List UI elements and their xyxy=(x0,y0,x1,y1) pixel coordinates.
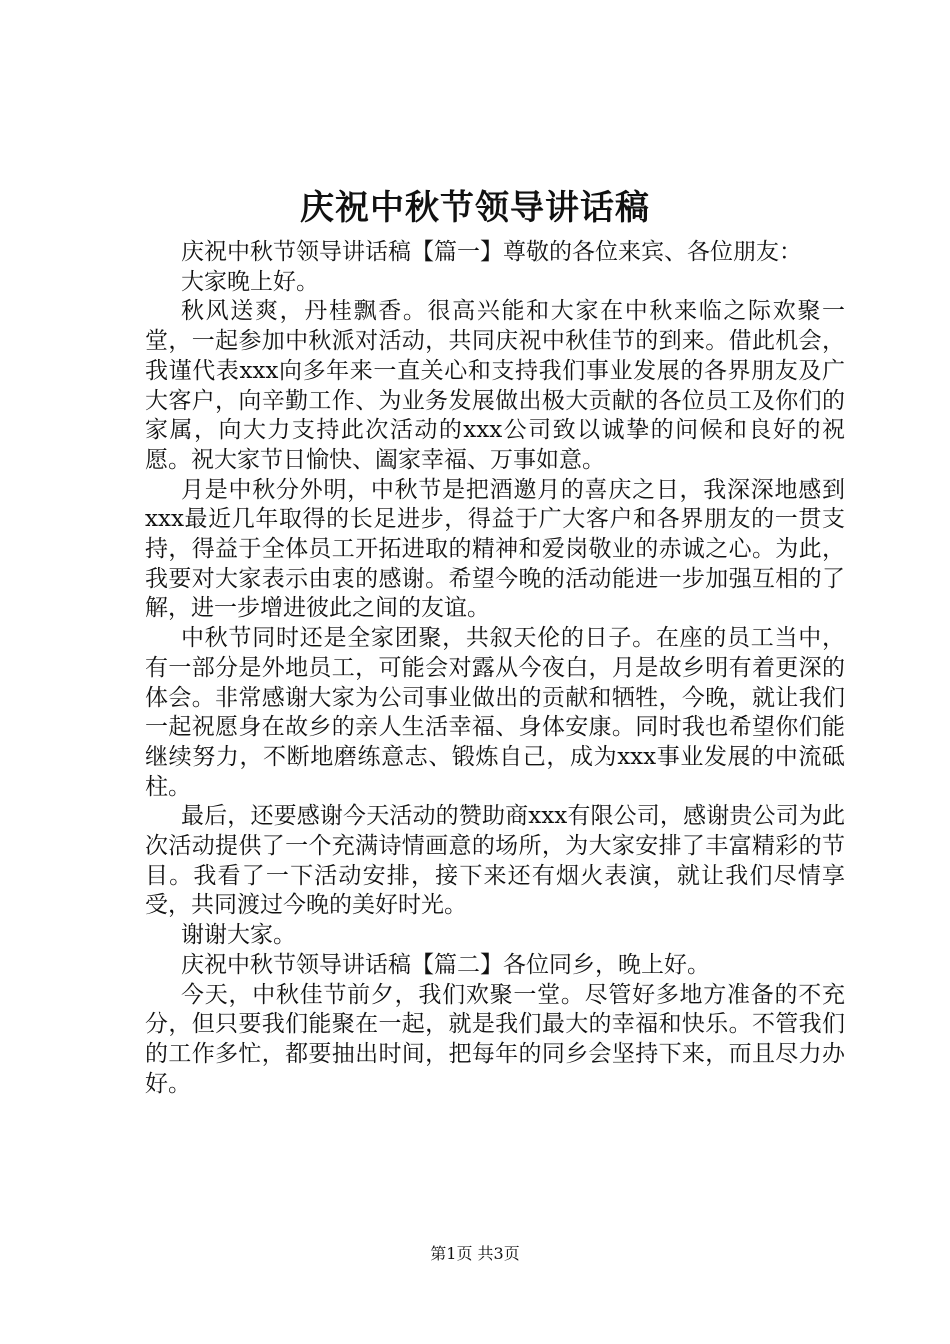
paragraph-opening: 秋风送爽，丹桂飘香。很高兴能和大家在中秋来临之际欢聚一堂，一起参加中秋派对活动，共同庆祝中秋佳节的到来。借此机会，我谨代表xxx向多年来一直关心和支持我们事业发展的各界朋友及广大客户，向辛勤工作、为业务发展做出极大贡献的各位员工及你们的家属，向大力支持此次活动的xxx公司致以诚挚的问候和良好的祝愿。祝大家节日愉快、阖家幸福、万事如意。 xyxy=(145,298,845,473)
document-title: 庆祝中秋节领导讲话稿 xyxy=(300,188,650,228)
paragraph-part-two-heading: 庆祝中秋节领导讲话稿【篇二】各位同乡，晚上好。 xyxy=(181,951,710,978)
paragraph-salutation: 大家晚上好。 xyxy=(181,268,319,295)
paragraph-closing: 最后，还要感谢今天活动的赞助商xxx有限公司，感谢贵公司为此次活动提供了一个充满诗情画意的场所，为大家安排了丰富精彩的节目。我看了一下活动安排，接下来还有烟火表演，就让我们尽情享受，共同渡过今晚的美好时光。 xyxy=(145,803,845,919)
paragraph-greeting: 庆祝中秋节领导讲话稿【篇一】尊敬的各位来宾、各位朋友： xyxy=(181,239,802,265)
paragraph-reunion: 中秋节同时还是全家团聚，共叙天伦的日子。在座的员工当中，有一部分是外地员工，可能会对露从今夜白，月是故乡明有着更深的体会。非常感谢大家为公司事业做出的贡献和牺牲，今晚，就让我们一起祝愿身在故乡的亲人生活幸福、身体安康。同时我也希望你们能继续努力，不断地磨练意志、锻炼自己，成为xxx事业发展的中流砥柱。 xyxy=(145,625,845,800)
page-number: 第1页 共3页 xyxy=(430,1244,520,1263)
document-body xyxy=(145,238,845,1099)
paragraph-thanks: 谢谢大家。 xyxy=(181,922,296,949)
paragraph-gratitude: 月是中秋分外明，中秋节是把酒邀月的喜庆之日，我深深地感到xxx最近几年取得的长足进步，得益于广大客户和各界朋友的一贯支持，得益于全体员工开拓进取的精神和爱岗敬业的赤诚之心。为此，我要对大家表示由衷的感谢。希望今晚的活动能进一步加强互相的了解，进一步增进彼此之间的友谊。 xyxy=(145,476,845,622)
paragraph-part-two-body: 今天，中秋佳节前夕，我们欢聚一堂。尽管好多地方准备的不充分，但只要我们能聚在一起，就是我们最大的幸福和快乐。不管我们的工作多忙，都要抽出时间，把每年的同乡会坚持下来，而且尽力办好。 xyxy=(145,981,845,1097)
